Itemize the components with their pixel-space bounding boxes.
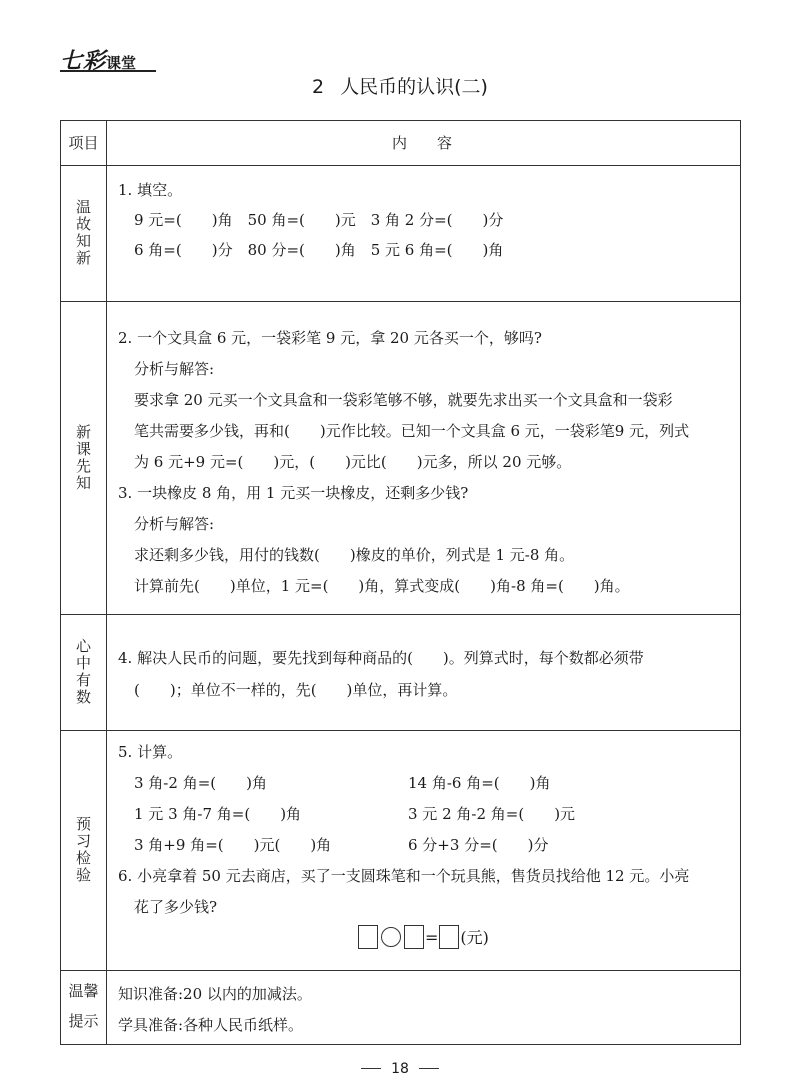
- tips-knowledge: 知识准备:20 以内的加减法。: [118, 985, 312, 1003]
- row-divider: [61, 165, 740, 166]
- page-dash-left: [361, 1068, 381, 1069]
- q5-item-4: 3 元 2 角-2 角=( )元: [408, 805, 576, 823]
- row-label-preview-check: 预习检验: [74, 816, 92, 884]
- formula-operator-circle[interactable]: [381, 927, 401, 947]
- row-divider: [61, 614, 740, 615]
- page-dash-right: [419, 1068, 439, 1069]
- q2-text-3: 为 6 元+9 元=( )元，( )元比( )元多，所以 20 元够。: [134, 453, 572, 471]
- column-divider: [106, 121, 107, 1044]
- q2-analysis-label: 分析与解答:: [134, 360, 215, 378]
- row-label-new-lesson: 新课先知: [74, 423, 92, 492]
- q5-item-3: 1 元 3 角-7 角=( )角: [134, 805, 302, 823]
- lesson-table: [60, 120, 741, 1045]
- q1-line-1: 9 元=( )角 50 角=( )元 3 角 2 分=( )分: [134, 211, 504, 229]
- header-item-label: 项目: [68, 134, 99, 152]
- q5-item-1: 3 角-2 角=( )角: [134, 774, 267, 792]
- row-label-tips: [61, 976, 106, 1046]
- tips-label-part-2: 提示: [68, 1012, 99, 1030]
- row-divider: [61, 730, 740, 731]
- row-label-review: 温故知新: [74, 199, 92, 267]
- q2-text-2: 笔共需要多少钱，再和( )元作比较。已知一个文具盒 6 元，一袋彩笔9 元，列式: [134, 422, 690, 440]
- lesson-title: 人民币的认识(二): [340, 76, 488, 98]
- brand-name: 七彩: [60, 49, 107, 74]
- header-content-label: [106, 121, 740, 165]
- row-divider: [61, 301, 740, 302]
- q6-text-1: 6. 小亮拿着 50 元去商店，买了一支圆珠笔和一个玩具熊，售货员找给他 12 元。小亮: [118, 867, 690, 885]
- q1-heading: 1. 填空。: [118, 181, 183, 199]
- q6-text-2: 花了多少钱?: [134, 898, 218, 916]
- q4-text-1: 4. 解决人民币的问题，要先找到每种商品的( )。列算式时，每个数都必须带: [118, 649, 644, 667]
- q2-text-1: 要求拿 20 元买一个文具盒和一袋彩笔够不够，就要先求出买一个文具盒和一袋彩: [134, 391, 673, 409]
- formula-equals: =: [425, 928, 439, 947]
- header-content-char-1: 内: [391, 134, 409, 152]
- q5-item-6: 6 分+3 分=( )分: [408, 836, 549, 854]
- formula-unit: (元): [460, 928, 489, 947]
- lesson-number: 2: [312, 76, 325, 98]
- q1-line-2: 6 角=( )分 80 分=( )角 5 元 6 角=( )角: [134, 241, 504, 259]
- q3-analysis-label: 分析与解答:: [134, 515, 215, 533]
- q2-heading: 2. 一个文具盒 6 元，一袋彩笔 9 元，拿 20 元各买一个，够吗?: [118, 329, 542, 347]
- formula-blank-box[interactable]: [358, 925, 378, 949]
- tips-label-part-1: 温馨: [68, 982, 99, 1000]
- page-number: [0, 1061, 800, 1077]
- q3-heading: 3. 一块橡皮 8 角，用 1 元买一块橡皮，还剩多少钱?: [118, 484, 469, 502]
- row-divider: [61, 970, 740, 971]
- row-label-key-points: 心中有数: [74, 638, 92, 706]
- header-content-char-2: 容: [437, 134, 455, 152]
- q6-formula: [357, 925, 489, 949]
- formula-blank-box[interactable]: [439, 925, 459, 949]
- brand-subtitle: 课堂: [106, 54, 137, 72]
- page-title: [0, 72, 800, 99]
- q5-item-5: 3 角+9 角=( )元( )角: [134, 836, 332, 854]
- brand-logo: [60, 44, 136, 75]
- q5-heading: 5. 计算。: [118, 743, 183, 761]
- q4-text-2: ( )；单位不一样的，先( )单位，再计算。: [134, 681, 458, 699]
- q5-item-2: 14 角-6 角=( )角: [408, 774, 551, 792]
- tips-materials: 学具准备:各种人民币纸样。: [118, 1016, 304, 1034]
- formula-blank-box[interactable]: [404, 925, 424, 949]
- q3-text-1: 求还剩多少钱，用付的钱数( )橡皮的单价，列式是 1 元-8 角。: [134, 546, 575, 564]
- q3-text-2: 计算前先( )单位，1 元=( )角，算式变成( )角-8 角=( )角。: [134, 577, 630, 595]
- page-number-value: 18: [391, 1061, 409, 1077]
